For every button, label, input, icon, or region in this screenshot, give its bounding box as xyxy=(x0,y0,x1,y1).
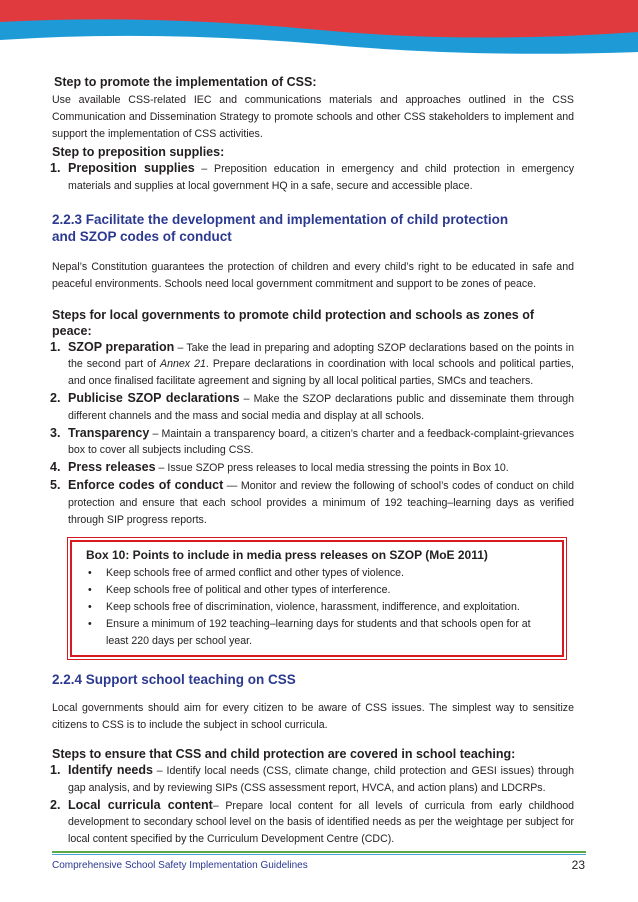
section-223-steps-heading: Steps for local governments to promote child protection and schools as zones of peace: xyxy=(52,307,535,338)
bullet-icon: • xyxy=(88,584,92,597)
promote-css-heading: Step to promote the implementation of CSS: xyxy=(54,75,317,89)
section-223-steps xyxy=(52,339,574,529)
promote-css-text: Use available CSS-related IEC and communications materials and approaches outlined in the CSS Communication and Dissemination Strategy to promote schools and other CSS stakeholders to implement and support the implementation of CSS activities. xyxy=(52,94,574,140)
list-item: 1. Preposition supplies – Preposition education in emergency and child protection in emergency materials and supplies at local government HQ in a safe, secure and accessible place. xyxy=(50,161,575,193)
footer-title: Comprehensive School Safety Implementation Guidelines xyxy=(52,860,308,871)
header-wave-decoration xyxy=(0,0,638,60)
page-content xyxy=(52,74,574,848)
list-item: • Keep schools free of political and other types of interference. xyxy=(86,582,552,599)
section-224-intro: Local governments should aim for every citizen to be aware of CSS issues. The simplest way to sensitize citizens to CSS is to include the subject in school curricula. xyxy=(52,702,574,732)
footer-rule xyxy=(52,851,586,855)
list-item: 2. Publicise SZOP declarations – Make the SZOP declarations public and disseminate them through different channels and the mass and social media and display at all schools. xyxy=(50,390,574,422)
list-item: 1. SZOP preparation – Take the lead in preparing and adopting SZOP declarations based on the points in the second part of Annex 21. Prepare declarations in coordination with local schools and political parties, and once finalised facilitate agreement and signing by all local political parties, SMCs and teachers. xyxy=(50,339,574,388)
list-item: 4. Press releases – Issue SZOP press releases to local media stressing the points in Box 10. xyxy=(50,460,509,475)
box-10-title: Box 10: Points to include in media press releases on SZOP (MoE 2011) xyxy=(86,548,488,563)
preposition-list xyxy=(52,160,574,195)
step-term: Preposition supplies xyxy=(68,161,195,176)
list-item: • Keep schools free of armed conflict and other types of violence. xyxy=(86,565,552,582)
section-224-steps-heading: Steps to ensure that CSS and child protection are covered in school teaching: xyxy=(52,746,516,761)
list-item: • Ensure a minimum of 192 teaching–learning days for students and that schools open for at least 220 days per school year. xyxy=(88,617,531,647)
preposition-heading: Step to preposition supplies: xyxy=(52,145,225,160)
bullet-icon: • xyxy=(88,600,92,613)
box-10 xyxy=(70,540,564,657)
bullet-icon: • xyxy=(88,567,92,580)
list-item: 1. Identify needs – Identify local needs (CSS, climate change, child protection and GESI issues) through gap analysis, and by reviewing SIPs (CSS assessment report, HVCA, and action plans) and LDCRPs. xyxy=(50,762,574,794)
section-223-title: 2.2.3 Facilitate the development and implementation of child protection and SZOP codes of conduct xyxy=(52,211,509,244)
section-224-title: 2.2.4 Support school teaching on CSS xyxy=(52,672,296,688)
list-item: 3. Transparency – Maintain a transparency board, a citizen’s charter and a feedback-complaint-grievances box to cover all subjects including CSS. xyxy=(50,425,574,457)
bullet-icon: • xyxy=(88,617,92,630)
page-number: 23 xyxy=(571,858,585,872)
box-10-list xyxy=(86,565,552,649)
section-224-steps xyxy=(52,762,574,848)
list-item: 2. Local curricula content– Prepare local content for all levels of curricula from early childhood development to secondary school level on the basis of identified needs as per the weightage per subject for local content specified by the Curriculum Development Centre (CDC). xyxy=(50,797,575,846)
list-item: • Keep schools free of discrimination, violence, harassment, indifference, and exploitation. xyxy=(86,599,552,616)
list-item: 5. Enforce codes of conduct — Monitor and review the following of school’s codes of conduct on child protection and ensure that each school provides a minimum of 192 teaching–learning days as verified through SIP progress reports. xyxy=(50,477,574,526)
section-223-intro: Nepal’s Constitution guarantees the protection of children and every child’s right to be educated in safe and peaceful environments. Schools need local government commitment and support to be zones of peace. xyxy=(52,260,574,290)
